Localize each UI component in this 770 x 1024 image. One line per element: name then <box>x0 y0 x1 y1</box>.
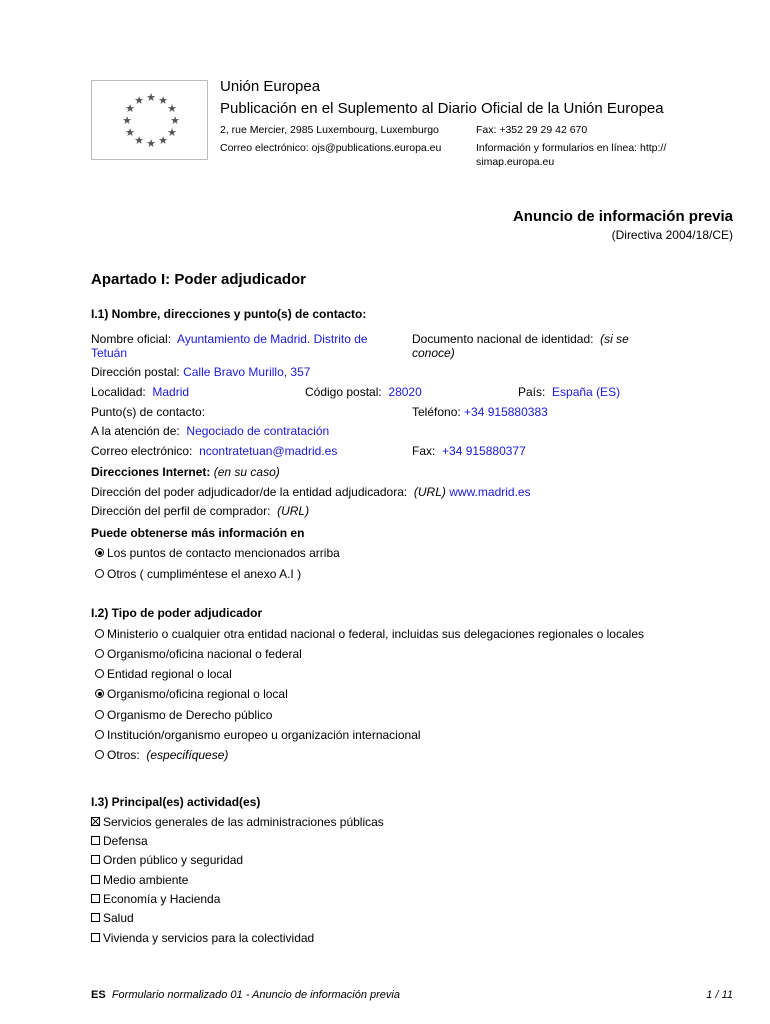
activity-label: Vivienda y servicios para la colectividad <box>103 931 315 945</box>
fax-row <box>412 444 526 458</box>
activity-label: Orden público y seguridad <box>103 853 244 867</box>
country-value: España (ES) <box>552 385 621 399</box>
checkbox-unchecked-icon[interactable] <box>91 875 100 884</box>
internet-label: Direcciones Internet: <box>91 465 211 479</box>
s12-heading: I.2) Tipo de poder adjudicador <box>91 606 263 620</box>
header-publication: Publicación en el Suplemento al Diario Oficial de la Unión Europea <box>220 100 664 117</box>
activity-option[interactable] <box>91 853 243 867</box>
locality-row <box>91 385 189 399</box>
radio-unchecked-icon[interactable] <box>95 629 104 638</box>
official-name-row <box>91 332 368 346</box>
checkbox-unchecked-icon[interactable] <box>91 913 100 922</box>
activity-option[interactable] <box>91 834 148 848</box>
authority-type-label: Otros: <box>107 748 140 762</box>
attention-label: A la atención de: <box>91 424 180 438</box>
locality-label: Localidad: <box>91 385 146 399</box>
authority-type-label: Organismo de Derecho público <box>107 708 273 722</box>
header-address: 2, rue Mercier, 2985 Luxembourg, Luxemburgo <box>220 124 439 136</box>
authority-type-option[interactable] <box>95 647 302 661</box>
authority-type-label: Organismo/oficina regional o local <box>107 687 288 701</box>
authority-url-row <box>91 485 531 499</box>
buyer-profile-row <box>91 504 309 518</box>
more-info-option-label: Otros ( cumpliméntese el anexo A.I ) <box>107 567 302 581</box>
authority-type-label: Institución/organismo europeo u organización internacional <box>107 728 421 742</box>
activity-option[interactable] <box>91 892 220 906</box>
s11-heading: I.1) Nombre, direcciones y punto(s) de contacto: <box>91 307 367 321</box>
internet-row <box>91 465 280 479</box>
header-org: Unión Europea <box>220 78 321 95</box>
authority-type-option[interactable] <box>95 728 421 742</box>
buyer-profile-note: (URL) <box>277 504 310 518</box>
radio-unchecked-icon[interactable] <box>95 710 104 719</box>
s13-heading: I.3) Principal(es) actividad(es) <box>91 795 261 809</box>
contact-label: Punto(s) de contacto: <box>91 405 206 419</box>
official-name-value-2: Tetuán <box>91 346 128 360</box>
locality-value: Madrid <box>152 385 190 399</box>
eu-flag-logo <box>91 80 208 160</box>
authority-type-label: Ministerio o cualquier otra entidad nacional o federal, incluidas sus delegaciones regionales o locales <box>107 627 644 641</box>
activity-label: Economía y Hacienda <box>103 892 221 906</box>
fax-label: Fax: <box>412 444 436 458</box>
authority-url-label: Dirección del poder adjudicador/de la entidad adjudicadora: <box>91 485 408 499</box>
section-title: Apartado I: Poder adjudicador <box>91 271 307 288</box>
authority-url-note: (URL) <box>413 485 446 499</box>
email-value[interactable]: ncontratetuan@madrid.es <box>199 444 338 458</box>
checkbox-unchecked-icon[interactable] <box>91 855 100 864</box>
nid-label: Documento nacional de identidad: <box>412 332 594 346</box>
checkbox-checked-icon[interactable] <box>91 817 100 826</box>
svg-text:★: ★ <box>146 137 156 150</box>
radio-unchecked-icon[interactable] <box>95 750 104 759</box>
checkbox-unchecked-icon[interactable] <box>91 933 100 942</box>
activity-option[interactable] <box>91 911 134 925</box>
email-label: Correo electrónico: <box>91 444 193 458</box>
footer-left <box>91 989 400 1001</box>
email-row <box>91 444 337 458</box>
radio-unchecked-icon[interactable] <box>95 569 104 578</box>
activity-label: Medio ambiente <box>103 873 189 887</box>
postal-label: Dirección postal: <box>91 365 180 379</box>
nid-note: (si se <box>600 332 629 346</box>
internet-note: (en su caso) <box>213 465 280 479</box>
svg-text:★: ★ <box>125 102 135 115</box>
radio-checked-icon[interactable] <box>95 689 104 698</box>
country-row <box>518 385 620 399</box>
country-label: País: <box>518 385 546 399</box>
radio-checked-icon[interactable] <box>95 548 104 557</box>
postal-value: Calle Bravo Murillo, 357 <box>183 365 311 379</box>
activity-label: Salud <box>103 911 134 925</box>
svg-text:★: ★ <box>167 126 177 139</box>
eu-stars-icon <box>92 81 207 159</box>
postcode-label: Código postal: <box>305 385 382 399</box>
svg-text:★: ★ <box>125 126 135 139</box>
footer-form-name: Formulario normalizado 01 - Anuncio de información previa <box>111 989 400 1001</box>
activity-option[interactable] <box>91 815 384 829</box>
nid-row <box>412 332 629 346</box>
svg-text:★: ★ <box>167 102 177 115</box>
svg-text:★: ★ <box>134 134 144 147</box>
postal-row <box>91 365 310 379</box>
footer-page-number: 1 / 11 <box>706 989 733 1001</box>
svg-text:★: ★ <box>134 94 144 107</box>
svg-text:★: ★ <box>158 94 168 107</box>
more-info-heading: Puede obtenerse más información en <box>91 526 305 540</box>
nid-note-2: conoce) <box>412 346 455 360</box>
activity-label: Servicios generales de las administraciones públicas <box>103 815 384 829</box>
attention-row <box>91 424 329 438</box>
more-info-option-label: Los puntos de contacto mencionados arriba <box>107 546 340 560</box>
header-fax: Fax: +352 29 29 42 670 <box>476 124 588 136</box>
attention-value: Negociado de contratación <box>186 424 330 438</box>
checkbox-unchecked-icon[interactable] <box>91 836 100 845</box>
phone-label: Teléfono: <box>412 405 461 419</box>
checkbox-unchecked-icon[interactable] <box>91 894 100 903</box>
header-info-line2: simap.europa.eu <box>476 156 555 168</box>
notice-directive: (Directiva 2004/18/CE) <box>611 228 733 242</box>
authority-type-option[interactable] <box>95 748 228 762</box>
activity-option[interactable] <box>91 873 188 887</box>
authority-type-option[interactable] <box>95 687 288 701</box>
svg-text:★: ★ <box>122 114 132 127</box>
header-info-line1: Información y formularios en línea: http:// <box>476 142 667 154</box>
radio-unchecked-icon[interactable] <box>95 730 104 739</box>
activity-option[interactable] <box>91 931 314 945</box>
official-name-label: Nombre oficial: <box>91 332 172 346</box>
svg-text:★: ★ <box>146 91 156 104</box>
official-name-value: Ayuntamiento de Madrid. Distrito de <box>177 332 368 346</box>
phone-value: +34 915880383 <box>464 405 548 419</box>
activity-label: Defensa <box>103 834 148 848</box>
postcode-value: 28020 <box>388 385 422 399</box>
authority-type-option[interactable] <box>95 667 232 681</box>
more-info-option[interactable] <box>95 567 301 581</box>
postcode-row <box>305 385 422 399</box>
more-info-option[interactable] <box>95 546 340 560</box>
authority-url-link[interactable]: www.madrid.es <box>449 485 531 499</box>
notice-title: Anuncio de información previa <box>512 208 733 225</box>
authority-type-option[interactable] <box>95 627 644 641</box>
radio-unchecked-icon[interactable] <box>95 669 104 678</box>
svg-text:★: ★ <box>170 114 180 127</box>
phone-row <box>412 405 548 419</box>
fax-value: +34 915880377 <box>442 444 526 458</box>
footer-lang: ES <box>91 989 106 1001</box>
buyer-profile-label: Dirección del perfil de comprador: <box>91 504 271 518</box>
radio-unchecked-icon[interactable] <box>95 649 104 658</box>
authority-type-option[interactable] <box>95 708 272 722</box>
authority-type-label: Entidad regional o local <box>107 667 232 681</box>
header-email: Correo electrónico: ojs@publications.europa.eu <box>220 142 442 154</box>
svg-text:★: ★ <box>158 134 168 147</box>
authority-type-label: Organismo/oficina nacional o federal <box>107 647 302 661</box>
others-note: (especifíquese) <box>146 748 229 762</box>
